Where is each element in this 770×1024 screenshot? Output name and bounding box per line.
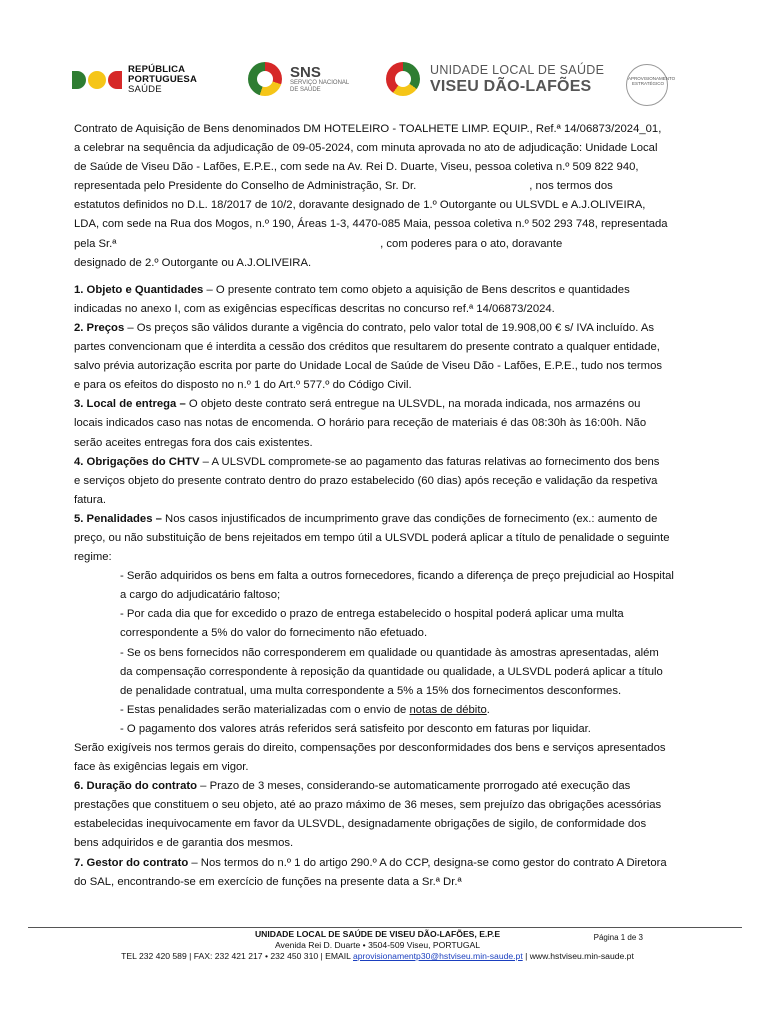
footer-email-link[interactable]: aprovisionamentp30@hstviseu.min-saude.pt [353, 951, 523, 961]
clause-line: locais indicados caso nas notas de encomenda. O horário para receção de materiais é das 08:30h às 16:00h. Não [74, 417, 647, 430]
clause-4-text: – A ULSVDL compromete-se ao pagamento das faturas relativas ao fornecimento dos bens [199, 455, 660, 468]
clause-line: do SAL, encontrando-se em exercício de funções na presente data a Sr.ª Dr.ª [74, 875, 462, 888]
clause-2 [74, 319, 681, 338]
clause-7-text: – Nos termos do n.º 1 do artigo 290.º A do CCP, designa-se como gestor do contrato A Diretora [188, 856, 667, 869]
penalty-item-text: - Estas penalidades serão materializadas com o envio de [120, 703, 410, 716]
clause-line: salvo prévia autorização escrita por parte do Unidade Local de Saúde de Viseu Dão - Lafões, E.P.E., tudo nos termos [74, 360, 663, 373]
penalty-item [74, 701, 681, 720]
clause-line: indicadas no anexo I, com as exigências específicas descritas no concurso ref.ª 14/06873/2024. [74, 302, 555, 315]
intro-line: designado de 2.º Outorgante ou A.J.OLIVEIRA. [74, 256, 312, 269]
clause-5 [74, 510, 681, 529]
penalty-item: da compensação correspondente à reposição da quantidade ou qualidade, a ULSVDL poderá aplicar a título [120, 665, 663, 678]
clause-line: Serão exigíveis nos termos gerais do direito, compensações por desconformidades dos bens e serviços apresentados [74, 742, 666, 754]
contract-body [74, 120, 681, 892]
clause-line: regime: [74, 551, 112, 564]
uls-ring-icon [386, 62, 420, 96]
penalty-item: de penalidade contratual, uma multa correspondente a 5% a 15% dos fornecimentos desconformes. [120, 684, 622, 697]
aprov-text: APROVISIONAMENTO ESTRATÉGICO [628, 76, 676, 86]
intro-line: Contrato de Aquisição de Bens denominados DM HOTELEIRO - TOALHETE LIMP. EQUIP., Ref.ª 14/06873/2024_01, [74, 123, 662, 135]
clause-1 [74, 281, 681, 300]
clause-2-text: – Os preços são válidos durante a vigência do contrato, pelo valor total de 19.908,00 € s/ IVA incluído. As [124, 321, 655, 334]
clause-line: bens adquiridos e de garantia dos mesmos. [74, 837, 294, 850]
intro-line: estatutos definidos no D.L. 18/2017 de 10/2, doravante designado de 1.º Outorgante ou ULSVDL e A.J.OLIVEIRA, [74, 199, 646, 212]
intro-line: LDA, com sede na Rua dos Mogos, n.º 190, Áreas 1-3, 4470-085 Maia, pessoa coletiva n.º 502 293 748, representada [74, 218, 668, 231]
clause-6 [74, 777, 681, 796]
clause-line: e serviços objeto do presente contrato dentro do prazo estabelecido (60 dias) após receção e validação da respetiva [74, 474, 658, 487]
aprovisionamento-logo [622, 62, 674, 106]
clause-line: serão aceites entregas fora dos cais existentes. [74, 436, 313, 449]
clause-2-title: 2. Preços [74, 321, 125, 334]
penalty-item: - Se os bens fornecidos não corresponderem em qualidade ou quantidade às amostras apresentadas, além [120, 646, 659, 659]
clause-6-text: – Prazo de 3 meses, considerando-se automaticamente prorrogado até execução das [197, 780, 631, 793]
clause-5-text: Nos casos injustificados de incumprimento grave das condições de fornecimento (ex.: aumento de [161, 512, 658, 525]
footer-address: Avenida Rei D. Duarte • 3504-509 Viseu, PORTUGAL [274, 940, 481, 950]
republica-portuguesa-saude-logo [72, 65, 197, 95]
uls-line1: UNIDADE LOCAL DE SAÚDE [430, 62, 605, 77]
clause-1-text: – O presente contrato tem como objeto a aquisição de Bens descritos e quantidades [203, 283, 630, 296]
notas-de-debito-link[interactable]: notas de débito [409, 703, 487, 716]
intro-line: a celebrar na sequência da adjudicação de 09-05-2024, com minuta aprovada no ato de adjudicação: Unidade Local [74, 142, 658, 155]
clause-line: face às exigências legais em vigor. [74, 761, 249, 774]
flag-shapes-icon [72, 71, 122, 89]
clause-3 [74, 395, 681, 414]
clause-line: fatura. [74, 493, 107, 506]
penalty-item: - O pagamento dos valores atrás referidos será satisfeito por desconto em faturas por liquidar. [120, 722, 591, 735]
clause-line: e para os efeitos do disposto no n.º 1 do Art.º 577.º do Código Civil. [74, 379, 412, 392]
footer-org: UNIDADE LOCAL DE SAÚDE DE VISEU DÃO-LAFÕES, E.P.E [254, 929, 501, 939]
sns-title: SNS [290, 63, 321, 81]
penalty-item-end: . [486, 703, 490, 716]
rp-line2: PORTUGUESA [128, 74, 198, 85]
sns-ring-icon [248, 62, 282, 96]
clause-line: preço, ou não substituição de bens rejeitados em tempo útil a ULSVDL poderá aplicar a título de penalidade o seguinte [74, 531, 670, 544]
uls-line2: VISEU DÃO-LAFÕES [430, 77, 592, 95]
rp-line3: SAÚDE [128, 84, 162, 95]
clause-1-title: 1. Objeto e Quantidades [74, 283, 204, 296]
penalty-item: - Serão adquiridos os bens em falta a outros fornecedores, ficando a diferença de preço prejudicial ao Hospital [120, 570, 674, 583]
footer-divider [28, 927, 742, 928]
clause-4-title: 4. Obrigações do CHTV [74, 455, 200, 468]
footer-contacts-post: | www.hstviseu.min-saude.pt [522, 951, 634, 961]
footer-contacts-pre: TEL 232 420 589 | FAX: 232 421 217 • 232 450 310 | EMAIL [121, 951, 353, 961]
sns-logo [248, 62, 350, 96]
uls-viseu-logo [386, 62, 604, 96]
clause-7-title: 7. Gestor do contrato [74, 856, 189, 869]
clause-3-text: O objeto deste contrato será entregue na ULSVDL, na morada indicada, nos armazéns ou [185, 398, 641, 411]
intro-line: representada pelo Presidente do Conselho de Administração, Sr. Dr. , nos termos dos [74, 180, 613, 193]
footer-contacts [74, 951, 681, 962]
page-number: Página 1 de 3 [593, 933, 643, 942]
header-logos [0, 62, 770, 106]
clause-6-title: 6. Duração do contrato [74, 780, 198, 793]
clause-line: estabelecidas inequivocamente em favor da ULSVDL, designadamente obrigações de sigilo, de conformidade dos [74, 818, 647, 831]
clause-7 [74, 854, 681, 873]
penalty-item: - Por cada dia que for excedido o prazo de entrega estabelecido o hospital poderá aplicar uma multa [120, 608, 624, 621]
rp-line1: REPÚBLICA [128, 64, 186, 75]
penalty-item: a cargo do adjudicatário faltoso; [120, 589, 281, 602]
intro-line: pela Sr.ª , com poderes para o ato, doravante [74, 237, 563, 250]
clause-5-title: 5. Penalidades – [74, 512, 162, 525]
clause-4 [74, 453, 681, 472]
page-footer [74, 929, 681, 962]
sns-subtitle: SERVIÇO NACIONAL DE SAÚDE [290, 79, 350, 93]
clause-line: prestações que constituem o seu objeto, até ao prazo máximo de 36 meses, sem prejuízo das obrigações acessórias [74, 799, 662, 812]
intro-line: de Saúde de Viseu Dão - Lafões, E.P.E., com sede na Av. Rei D. Duarte, Viseu, pessoa coletiva n.º 509 822 940, [74, 161, 639, 174]
clause-3-title: 3. Local de entrega – [74, 398, 186, 411]
penalty-item: correspondente a 5% do valor do fornecimento não efetuado. [120, 627, 428, 640]
clause-line: partes convencionam que é interdita a cessão dos créditos que resultarem do presente contrato a qualquer entidade, [74, 341, 660, 354]
